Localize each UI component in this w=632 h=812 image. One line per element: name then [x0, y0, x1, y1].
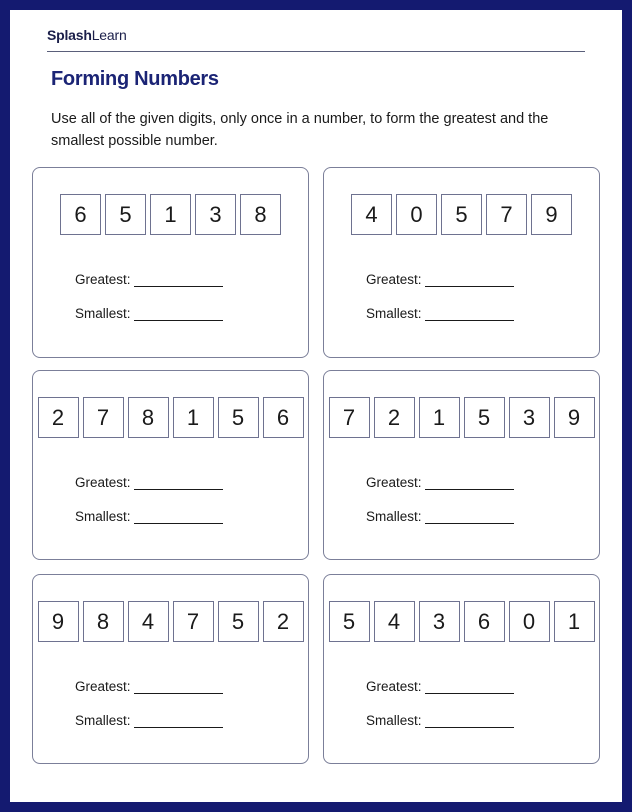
digit-row	[324, 397, 599, 438]
digit-box: 2	[38, 397, 79, 438]
digit-box: 6	[464, 601, 505, 642]
digit-box: 4	[128, 601, 169, 642]
digit-box: 7	[83, 397, 124, 438]
worksheet-page	[10, 10, 622, 802]
greatest-answer-blank[interactable]	[134, 478, 223, 490]
greatest-row	[366, 475, 514, 490]
smallest-answer-blank[interactable]	[425, 512, 514, 524]
digit-box: 0	[396, 194, 437, 235]
digit-box: 4	[374, 601, 415, 642]
digit-box: 3	[419, 601, 460, 642]
digit-box: 3	[509, 397, 550, 438]
digit-box: 5	[218, 601, 259, 642]
smallest-answer-blank[interactable]	[134, 716, 223, 728]
smallest-answer-blank[interactable]	[134, 512, 223, 524]
digit-box: 3	[195, 194, 236, 235]
digit-box: 9	[38, 601, 79, 642]
smallest-row	[75, 509, 223, 524]
problem-card-6	[323, 574, 600, 764]
header-divider	[47, 51, 585, 52]
digit-row	[33, 397, 308, 438]
greatest-answer-blank[interactable]	[134, 275, 223, 287]
smallest-label: Smallest:	[366, 509, 422, 524]
greatest-answer-blank[interactable]	[134, 682, 223, 694]
digit-box: 5	[464, 397, 505, 438]
greatest-answer-blank[interactable]	[425, 478, 514, 490]
smallest-label: Smallest:	[366, 306, 422, 321]
greatest-label: Greatest:	[75, 679, 131, 694]
digit-box: 7	[329, 397, 370, 438]
greatest-row	[75, 272, 223, 287]
digit-box: 5	[329, 601, 370, 642]
smallest-label: Smallest:	[75, 306, 131, 321]
smallest-row	[366, 306, 514, 321]
digit-box: 2	[374, 397, 415, 438]
digit-box: 1	[554, 601, 595, 642]
smallest-label: Smallest:	[75, 713, 131, 728]
digit-row	[33, 194, 308, 235]
splashlearn-logo: SplashLearn	[47, 27, 127, 43]
worksheet-instructions: Use all of the given digits, only once in a number, to form the greatest and the smallest possible number.	[51, 111, 549, 149]
digit-box: 0	[509, 601, 550, 642]
digit-box: 4	[351, 194, 392, 235]
greatest-row	[75, 475, 223, 490]
greatest-label: Greatest:	[366, 475, 422, 490]
digit-box: 7	[173, 601, 214, 642]
problem-card-4	[323, 370, 600, 560]
problem-card-1	[32, 167, 309, 358]
smallest-label: Smallest:	[75, 509, 131, 524]
digit-row	[324, 194, 599, 235]
smallest-label: Smallest:	[366, 713, 422, 728]
smallest-answer-blank[interactable]	[425, 716, 514, 728]
digit-box: 1	[150, 194, 191, 235]
greatest-label: Greatest:	[75, 272, 131, 287]
smallest-row	[75, 306, 223, 321]
greatest-row	[366, 679, 514, 694]
smallest-row	[366, 509, 514, 524]
digit-box: 1	[173, 397, 214, 438]
digit-box: 6	[60, 194, 101, 235]
greatest-answer-blank[interactable]	[425, 682, 514, 694]
digit-box: 5	[105, 194, 146, 235]
greatest-label: Greatest:	[366, 272, 422, 287]
problem-card-3	[32, 370, 309, 560]
smallest-row	[366, 713, 514, 728]
digit-box: 5	[441, 194, 482, 235]
greatest-row	[75, 679, 223, 694]
greatest-label: Greatest:	[366, 679, 422, 694]
greatest-row	[366, 272, 514, 287]
worksheet-title: Forming Numbers	[51, 68, 219, 90]
greatest-answer-blank[interactable]	[425, 275, 514, 287]
smallest-answer-blank[interactable]	[134, 309, 223, 321]
smallest-row	[75, 713, 223, 728]
problem-card-5	[32, 574, 309, 764]
digit-box: 8	[240, 194, 281, 235]
digit-box: 8	[128, 397, 169, 438]
digit-row	[324, 601, 599, 642]
digit-box: 1	[419, 397, 460, 438]
digit-box: 5	[218, 397, 259, 438]
digit-row	[33, 601, 308, 642]
digit-box: 6	[263, 397, 304, 438]
digit-box: 2	[263, 601, 304, 642]
problem-card-2	[323, 167, 600, 358]
digit-box: 9	[554, 397, 595, 438]
digit-box: 8	[83, 601, 124, 642]
digit-box: 7	[486, 194, 527, 235]
digit-box: 9	[531, 194, 572, 235]
smallest-answer-blank[interactable]	[425, 309, 514, 321]
greatest-label: Greatest:	[75, 475, 131, 490]
